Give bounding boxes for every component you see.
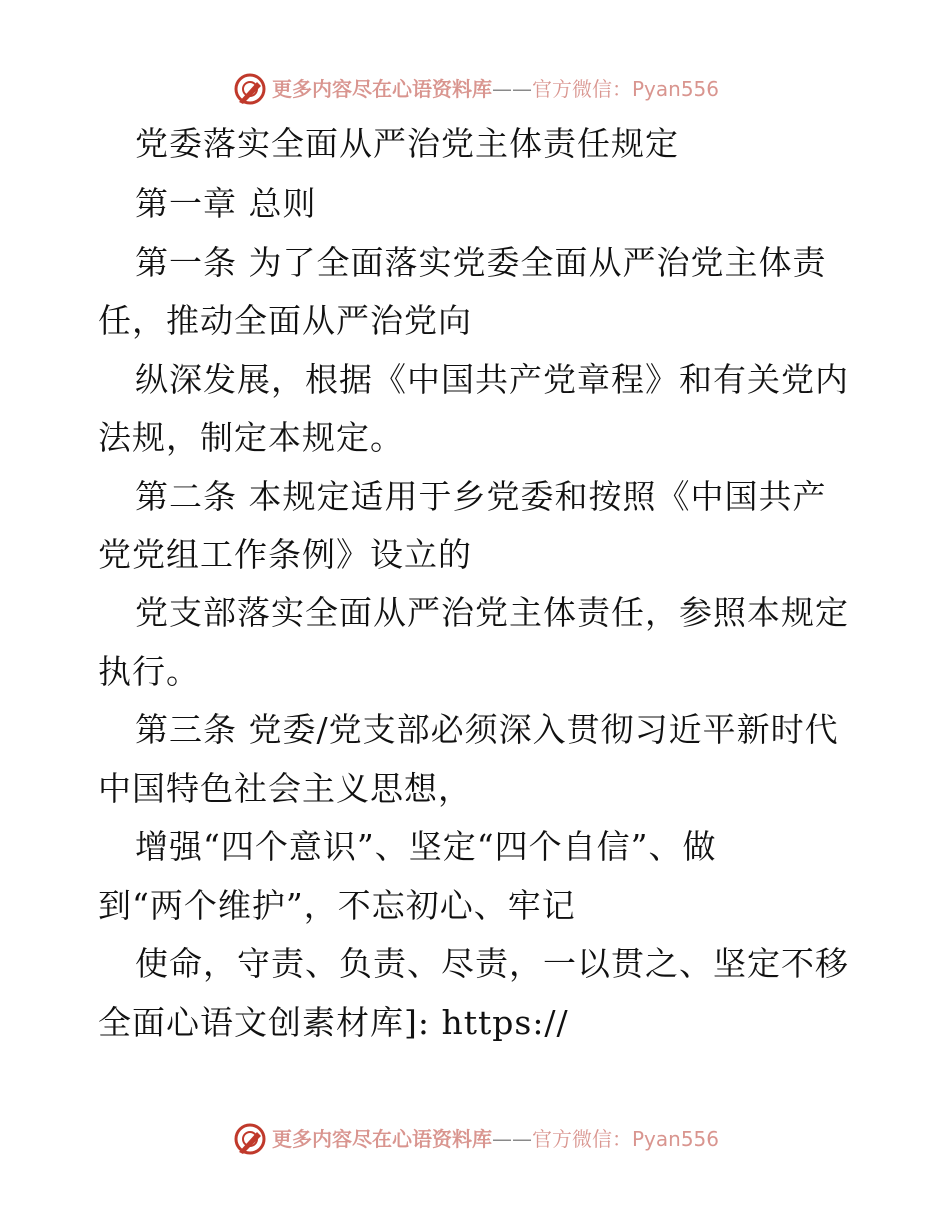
- paragraph-line: 增强“四个意识”、坚定“四个自信”、做: [135, 827, 717, 866]
- pen-logo-icon: [233, 72, 267, 106]
- watermark-main-text: 更多内容尽在心语资料库: [272, 1127, 492, 1151]
- paragraph-line: 第三条 党委/党支部必须深入贯彻习近平新时代: [135, 710, 839, 749]
- paragraph-line: 中国特色社会主义思想，: [98, 769, 472, 808]
- watermark-text: [272, 1126, 719, 1152]
- paragraph-line: 党支部落实全面从严治党主体责任，参照本规定: [135, 593, 849, 632]
- paragraph-line: 法规，制定本规定。: [98, 418, 404, 457]
- paragraph-line: 执行。: [98, 652, 200, 691]
- watermark-main-text: 更多内容尽在心语资料库: [272, 77, 492, 101]
- chapter-heading: 第一章 总则: [135, 184, 317, 223]
- watermark-header: [0, 70, 950, 110]
- paragraph-line: 第二条 本规定适用于乡党委和按照《中国共产: [135, 477, 827, 516]
- paragraph-line: 党党组工作条例》设立的: [98, 535, 472, 574]
- pen-logo-icon: [233, 1122, 267, 1156]
- paragraph-line: 到“两个维护”，不忘初心、牢记: [98, 886, 576, 925]
- paragraph-line: 任，推动全面从严治党向: [98, 301, 472, 340]
- watermark-footer: [0, 1120, 950, 1160]
- watermark-account: 官方微信：Pyan556: [532, 77, 720, 101]
- watermark-separator: ——: [492, 77, 532, 101]
- watermark-separator: ——: [492, 1127, 532, 1151]
- document-title: 党委落实全面从严治党主体责任规定: [135, 124, 679, 163]
- watermark-account: 官方微信：Pyan556: [532, 1127, 720, 1151]
- watermark-text: [272, 76, 719, 102]
- paragraph-line: 使命，守责、负责、尽责，一以贯之、坚定不移: [135, 944, 849, 983]
- paragraph-line: 第一条 为了全面落实党委全面从严治党主体责: [135, 243, 827, 282]
- paragraph-line: 全面心语文创素材库]: https://: [98, 1003, 569, 1042]
- paragraph-line: 纵深发展，根据《中国共产党章程》和有关党内: [135, 360, 849, 399]
